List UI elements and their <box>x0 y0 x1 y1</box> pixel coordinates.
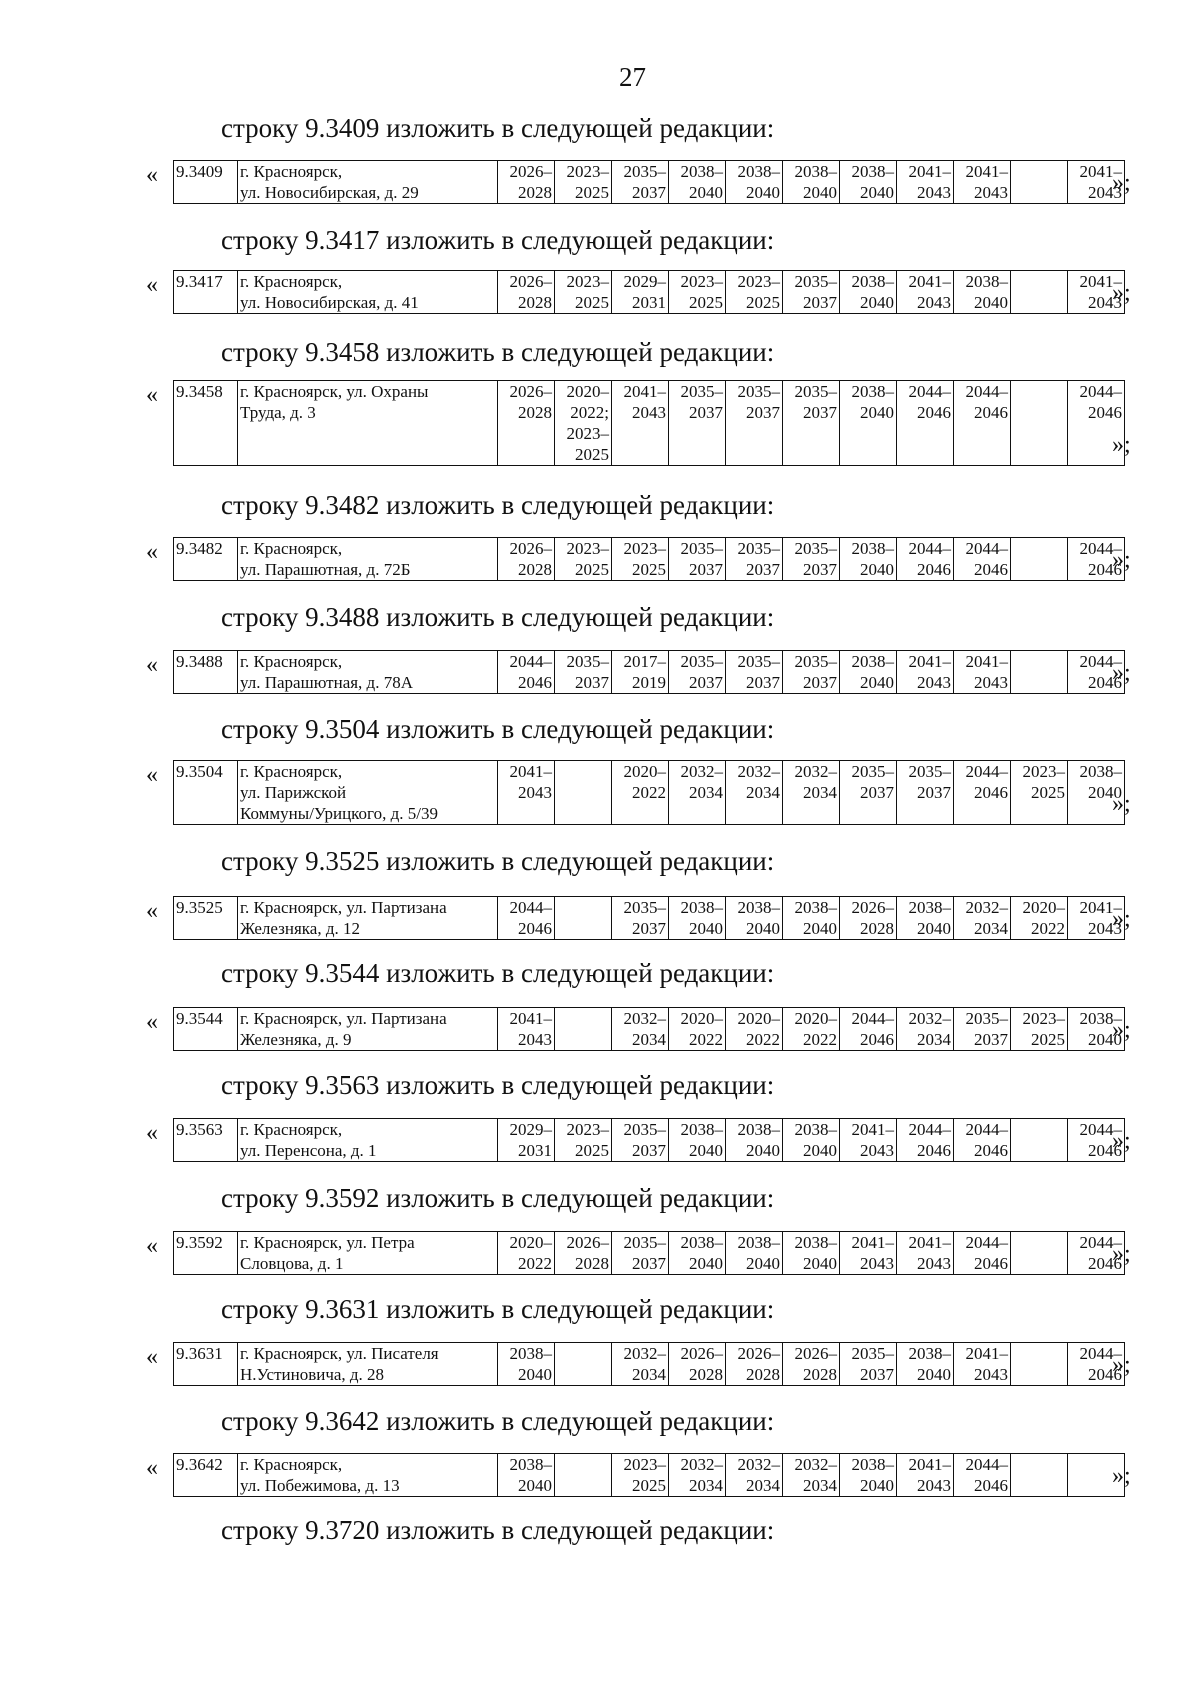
year-range-cell: 2023– 2025 <box>555 271 612 314</box>
year-range-cell: 2035– 2037 <box>555 651 612 694</box>
year-range-cell: 2026– 2028 <box>498 381 555 466</box>
record-id: 9.3482 <box>174 538 238 581</box>
amendment-heading: строку 9.3592 изложить в следующей редакции: <box>221 1183 775 1213</box>
opening-quote: « <box>146 1455 158 1481</box>
year-range-cell: 2038– 2040 <box>498 1343 555 1386</box>
address-line: Труда, д. 3 <box>240 403 316 422</box>
year-range-cell: 2038– 2040 <box>669 1119 726 1162</box>
closing-quote: »; <box>1112 547 1131 573</box>
amendment-heading: строку 9.3525 изложить в следующей редакции: <box>221 846 775 876</box>
opening-quote: « <box>146 382 158 408</box>
year-range-cell: 2023– 2025 <box>555 161 612 204</box>
address-line: Н.Устиновича, д. 28 <box>240 1365 385 1384</box>
closing-quote: »; <box>1112 170 1131 196</box>
year-range-cell: 2035– 2037 <box>612 1232 669 1275</box>
year-range-cell: 2020– 2022 <box>498 1232 555 1275</box>
year-range-cell: 2023– 2025 <box>612 1454 669 1497</box>
closing-quote: »; <box>1112 791 1131 817</box>
year-range-cell: 2020– 2022 <box>783 1008 840 1051</box>
record-id: 9.3544 <box>174 1008 238 1051</box>
address-line: ул. Парижской <box>240 783 347 802</box>
year-range-cell <box>1011 1343 1068 1386</box>
year-range-cell: 2032– 2034 <box>612 1008 669 1051</box>
year-range-cell: 2044– 2046 <box>1068 651 1125 694</box>
table-row <box>174 651 1125 694</box>
record-address <box>238 651 498 694</box>
table-row <box>174 381 1125 466</box>
table-row <box>174 761 1125 825</box>
year-range-cell: 2035– 2037 <box>669 651 726 694</box>
record-table <box>173 380 1125 466</box>
year-range-cell: 2026– 2028 <box>498 271 555 314</box>
closing-quote: »; <box>1112 660 1131 686</box>
record-address <box>238 271 498 314</box>
year-range-cell: 2023– 2025 <box>555 538 612 581</box>
year-range-cell <box>1011 161 1068 204</box>
year-range-cell: 2044– 2046 <box>498 651 555 694</box>
year-range-cell: 2029– 2031 <box>498 1119 555 1162</box>
amendment-heading: строку 9.3409 изложить в следующей редакции: <box>221 113 775 143</box>
address-line: Словцова, д. 1 <box>240 1254 344 1273</box>
year-range-cell: 2041– 2043 <box>897 271 954 314</box>
year-range-cell: 2041– 2043 <box>897 1232 954 1275</box>
year-range-cell: 2026– 2028 <box>726 1343 783 1386</box>
year-range-cell: 2035– 2037 <box>669 381 726 466</box>
opening-quote: « <box>146 652 158 678</box>
amendment-heading: строку 9.3563 изложить в следующей редакции: <box>221 1070 775 1100</box>
amendment-heading: строку 9.3488 изложить в следующей редакции: <box>221 602 775 632</box>
page-number: 27 <box>619 62 646 92</box>
year-range-cell: 2041– 2043 <box>954 1343 1011 1386</box>
year-range-cell <box>555 1343 612 1386</box>
address-line: г. Красноярск, <box>240 272 343 291</box>
year-range-cell: 2035– 2037 <box>783 651 840 694</box>
table-row <box>174 1119 1125 1162</box>
table-row <box>174 897 1125 940</box>
record-id: 9.3631 <box>174 1343 238 1386</box>
record-table <box>173 1342 1125 1386</box>
record-table <box>173 160 1125 204</box>
record-table <box>173 650 1125 694</box>
closing-quote: »; <box>1112 1352 1131 1378</box>
year-range-cell: 2035– 2037 <box>612 897 669 940</box>
year-range-cell: 2044– 2046 <box>954 1232 1011 1275</box>
year-range-cell: 2032– 2034 <box>612 1343 669 1386</box>
year-range-cell: 2044– 2046 <box>954 761 1011 825</box>
opening-quote: « <box>146 272 158 298</box>
year-range-cell: 2038– 2040 <box>783 161 840 204</box>
year-range-cell: 2035– 2037 <box>612 161 669 204</box>
amendment-heading: строку 9.3544 изложить в следующей редакции: <box>221 958 775 988</box>
year-range-cell: 2041– 2043 <box>840 1232 897 1275</box>
year-range-cell: 2035– 2037 <box>783 271 840 314</box>
year-range-cell: 2044– 2046 <box>1068 1343 1125 1386</box>
record-address <box>238 381 498 466</box>
record-id: 9.3417 <box>174 271 238 314</box>
year-range-cell: 2038– 2040 <box>726 161 783 204</box>
opening-quote: « <box>146 539 158 565</box>
year-range-cell: 2041– 2043 <box>498 1008 555 1051</box>
year-range-cell: 2038– 2040 <box>840 381 897 466</box>
year-range-cell: 2035– 2037 <box>840 761 897 825</box>
year-range-cell: 2038– 2040 <box>840 538 897 581</box>
address-line: г. Красноярск, ул. Партизана <box>240 1009 447 1028</box>
opening-quote: « <box>146 1344 158 1370</box>
address-line: ул. Новосибирская, д. 41 <box>240 293 419 312</box>
year-range-cell: 2038– 2040 <box>840 161 897 204</box>
record-address <box>238 161 498 204</box>
closing-quote: »; <box>1112 1017 1131 1043</box>
record-address <box>238 897 498 940</box>
year-range-cell: 2023– 2025 <box>555 1119 612 1162</box>
opening-quote: « <box>146 162 158 188</box>
address-line: г. Красноярск, <box>240 1120 343 1139</box>
opening-quote: « <box>146 1233 158 1259</box>
year-range-cell: 2017– 2019 <box>612 651 669 694</box>
address-line: г. Красноярск, <box>240 652 343 671</box>
year-range-cell: 2029– 2031 <box>612 271 669 314</box>
year-range-cell <box>555 1008 612 1051</box>
year-range-cell <box>1011 1119 1068 1162</box>
opening-quote: « <box>146 1120 158 1146</box>
year-range-cell: 2041– 2043 <box>612 381 669 466</box>
year-range-cell: 2020– 2022 <box>612 761 669 825</box>
year-range-cell: 2041– 2043 <box>954 161 1011 204</box>
table-row <box>174 1343 1125 1386</box>
year-range-cell: 2044– 2046 <box>897 538 954 581</box>
address-line: ул. Побежимова, д. 13 <box>240 1476 400 1495</box>
year-range-cell: 2038– 2040 <box>783 897 840 940</box>
year-range-cell: 2038– 2040 <box>669 897 726 940</box>
record-id: 9.3409 <box>174 161 238 204</box>
year-range-cell: 2038– 2040 <box>954 271 1011 314</box>
record-table <box>173 270 1125 314</box>
amendment-heading: строку 9.3631 изложить в следующей редакции: <box>221 1294 775 1324</box>
table-row <box>174 1008 1125 1051</box>
year-range-cell: 2038– 2040 <box>1068 761 1125 825</box>
closing-quote: »; <box>1112 280 1131 306</box>
address-line: Железняка, д. 9 <box>240 1030 352 1049</box>
year-range-cell: 2023– 2025 <box>1011 1008 1068 1051</box>
year-range-cell: 2023– 2025 <box>1011 761 1068 825</box>
address-line: г. Красноярск, ул. Партизана <box>240 898 447 917</box>
record-id: 9.3504 <box>174 761 238 825</box>
record-id: 9.3642 <box>174 1454 238 1497</box>
year-range-cell <box>1011 1232 1068 1275</box>
address-line: г. Красноярск, <box>240 762 343 781</box>
record-table <box>173 1007 1125 1051</box>
year-range-cell: 2032– 2034 <box>726 761 783 825</box>
year-range-cell: 2041– 2043 <box>1068 271 1125 314</box>
table-row <box>174 1232 1125 1275</box>
year-range-cell: 2041– 2043 <box>498 761 555 825</box>
year-range-cell: 2044– 2046 <box>954 1119 1011 1162</box>
record-id: 9.3458 <box>174 381 238 466</box>
year-range-cell: 2038– 2040 <box>897 897 954 940</box>
address-line: Железняка, д. 12 <box>240 919 360 938</box>
amendment-heading: строку 9.3482 изложить в следующей редакции: <box>221 490 775 520</box>
address-line: г. Красноярск, <box>240 1455 343 1474</box>
final-heading: строку 9.3720 изложить в следующей редакции: <box>221 1515 775 1545</box>
year-range-cell: 2038– 2040 <box>669 1232 726 1275</box>
record-table <box>173 760 1125 825</box>
table-row <box>174 161 1125 204</box>
year-range-cell: 2026– 2028 <box>498 538 555 581</box>
address-line: г. Красноярск, ул. Охраны <box>240 382 429 401</box>
year-range-cell: 2020– 2022 <box>1011 897 1068 940</box>
year-range-cell: 2044– 2046 <box>1068 1119 1125 1162</box>
record-id: 9.3592 <box>174 1232 238 1275</box>
year-range-cell: 2035– 2037 <box>783 381 840 466</box>
year-range-cell: 2023– 2025 <box>612 538 669 581</box>
year-range-cell: 2032– 2034 <box>783 761 840 825</box>
year-range-cell <box>1011 538 1068 581</box>
year-range-cell: 2041– 2043 <box>1068 161 1125 204</box>
year-range-cell: 2041– 2043 <box>897 161 954 204</box>
year-range-cell: 2038– 2040 <box>726 897 783 940</box>
record-table <box>173 1118 1125 1162</box>
year-range-cell: 2038– 2040 <box>897 1343 954 1386</box>
amendment-heading: строку 9.3642 изложить в следующей редакции: <box>221 1406 775 1436</box>
amendment-heading: строку 9.3417 изложить в следующей редакции: <box>221 225 775 255</box>
year-range-cell: 2032– 2034 <box>783 1454 840 1497</box>
year-range-cell: 2044– 2046 <box>1068 538 1125 581</box>
opening-quote: « <box>146 898 158 924</box>
address-line: ул. Новосибирская, д. 29 <box>240 183 419 202</box>
year-range-cell: 2041– 2043 <box>1068 897 1125 940</box>
address-line: г. Красноярск, ул. Петра <box>240 1233 415 1252</box>
year-range-cell: 2044– 2046 <box>1068 1232 1125 1275</box>
year-range-cell: 2032– 2034 <box>954 897 1011 940</box>
year-range-cell: 2044– 2046 <box>1068 381 1125 466</box>
year-range-cell: 2041– 2043 <box>840 1119 897 1162</box>
year-range-cell: 2020– 2022; 2023– 2025 <box>555 381 612 466</box>
closing-quote: »; <box>1112 906 1131 932</box>
record-table <box>173 896 1125 940</box>
year-range-cell: 2038– 2040 <box>498 1454 555 1497</box>
record-address <box>238 1119 498 1162</box>
address-line: ул. Перенсона, д. 1 <box>240 1141 377 1160</box>
address-line: ул. Парашютная, д. 78А <box>240 673 413 692</box>
year-range-cell: 2038– 2040 <box>840 271 897 314</box>
closing-quote: »; <box>1112 1128 1131 1154</box>
address-line: г. Красноярск, <box>240 162 343 181</box>
year-range-cell: 2020– 2022 <box>726 1008 783 1051</box>
closing-quote: »; <box>1112 432 1131 458</box>
record-id: 9.3563 <box>174 1119 238 1162</box>
address-line: Коммуны/Урицкого, д. 5/39 <box>240 804 438 823</box>
address-line: ул. Парашютная, д. 72Б <box>240 560 411 579</box>
year-range-cell: 2038– 2040 <box>1068 1008 1125 1051</box>
year-range-cell: 2044– 2046 <box>498 897 555 940</box>
year-range-cell: 2044– 2046 <box>897 1119 954 1162</box>
year-range-cell: 2038– 2040 <box>783 1232 840 1275</box>
year-range-cell <box>555 1454 612 1497</box>
year-range-cell: 2038– 2040 <box>726 1232 783 1275</box>
year-range-cell: 2035– 2037 <box>726 381 783 466</box>
closing-quote: »; <box>1112 1463 1131 1489</box>
year-range-cell: 2035– 2037 <box>726 538 783 581</box>
record-table <box>173 1453 1125 1497</box>
year-range-cell: 2026– 2028 <box>669 1343 726 1386</box>
record-address <box>238 1343 498 1386</box>
year-range-cell: 2044– 2046 <box>954 538 1011 581</box>
table-row <box>174 271 1125 314</box>
year-range-cell: 2032– 2034 <box>897 1008 954 1051</box>
year-range-cell: 2038– 2040 <box>783 1119 840 1162</box>
record-id: 9.3525 <box>174 897 238 940</box>
record-address <box>238 1008 498 1051</box>
year-range-cell: 2035– 2037 <box>612 1119 669 1162</box>
opening-quote: « <box>146 1009 158 1035</box>
year-range-cell: 2032– 2034 <box>726 1454 783 1497</box>
year-range-cell: 2038– 2040 <box>840 651 897 694</box>
table-row <box>174 538 1125 581</box>
amendment-heading: строку 9.3504 изложить в следующей редакции: <box>221 714 775 744</box>
year-range-cell: 2026– 2028 <box>840 897 897 940</box>
year-range-cell <box>1011 381 1068 466</box>
record-address <box>238 1232 498 1275</box>
year-range-cell: 2041– 2043 <box>897 651 954 694</box>
year-range-cell: 2035– 2037 <box>897 761 954 825</box>
table-row <box>174 1454 1125 1497</box>
year-range-cell: 2041– 2043 <box>954 651 1011 694</box>
year-range-cell: 2035– 2037 <box>669 538 726 581</box>
year-range-cell: 2035– 2037 <box>840 1343 897 1386</box>
record-address <box>238 1454 498 1497</box>
year-range-cell <box>555 761 612 825</box>
year-range-cell: 2020– 2022 <box>669 1008 726 1051</box>
year-range-cell: 2026– 2028 <box>498 161 555 204</box>
year-range-cell: 2026– 2028 <box>783 1343 840 1386</box>
year-range-cell: 2035– 2037 <box>783 538 840 581</box>
amendment-heading: строку 9.3458 изложить в следующей редакции: <box>221 337 775 367</box>
year-range-cell: 2038– 2040 <box>669 161 726 204</box>
record-table <box>173 1231 1125 1275</box>
record-address <box>238 538 498 581</box>
year-range-cell: 2038– 2040 <box>726 1119 783 1162</box>
record-address <box>238 761 498 825</box>
year-range-cell: 2026– 2028 <box>555 1232 612 1275</box>
address-line: г. Красноярск, ул. Писателя <box>240 1344 439 1363</box>
year-range-cell: 2023– 2025 <box>726 271 783 314</box>
year-range-cell <box>1011 651 1068 694</box>
year-range-cell <box>1011 1454 1068 1497</box>
closing-quote: »; <box>1112 1241 1131 1267</box>
year-range-cell: 2041– 2043 <box>897 1454 954 1497</box>
year-range-cell <box>1011 271 1068 314</box>
year-range-cell: 2035– 2037 <box>954 1008 1011 1051</box>
year-range-cell <box>555 897 612 940</box>
year-range-cell: 2023– 2025 <box>669 271 726 314</box>
year-range-cell: 2044– 2046 <box>954 381 1011 466</box>
year-range-cell: 2032– 2034 <box>669 1454 726 1497</box>
year-range-cell: 2044– 2046 <box>954 1454 1011 1497</box>
year-range-cell: 2044– 2046 <box>897 381 954 466</box>
address-line: г. Красноярск, <box>240 539 343 558</box>
record-table <box>173 537 1125 581</box>
opening-quote: « <box>146 762 158 788</box>
record-id: 9.3488 <box>174 651 238 694</box>
year-range-cell: 2038– 2040 <box>840 1454 897 1497</box>
year-range-cell: 2035– 2037 <box>726 651 783 694</box>
year-range-cell: 2044– 2046 <box>840 1008 897 1051</box>
year-range-cell: 2032– 2034 <box>669 761 726 825</box>
